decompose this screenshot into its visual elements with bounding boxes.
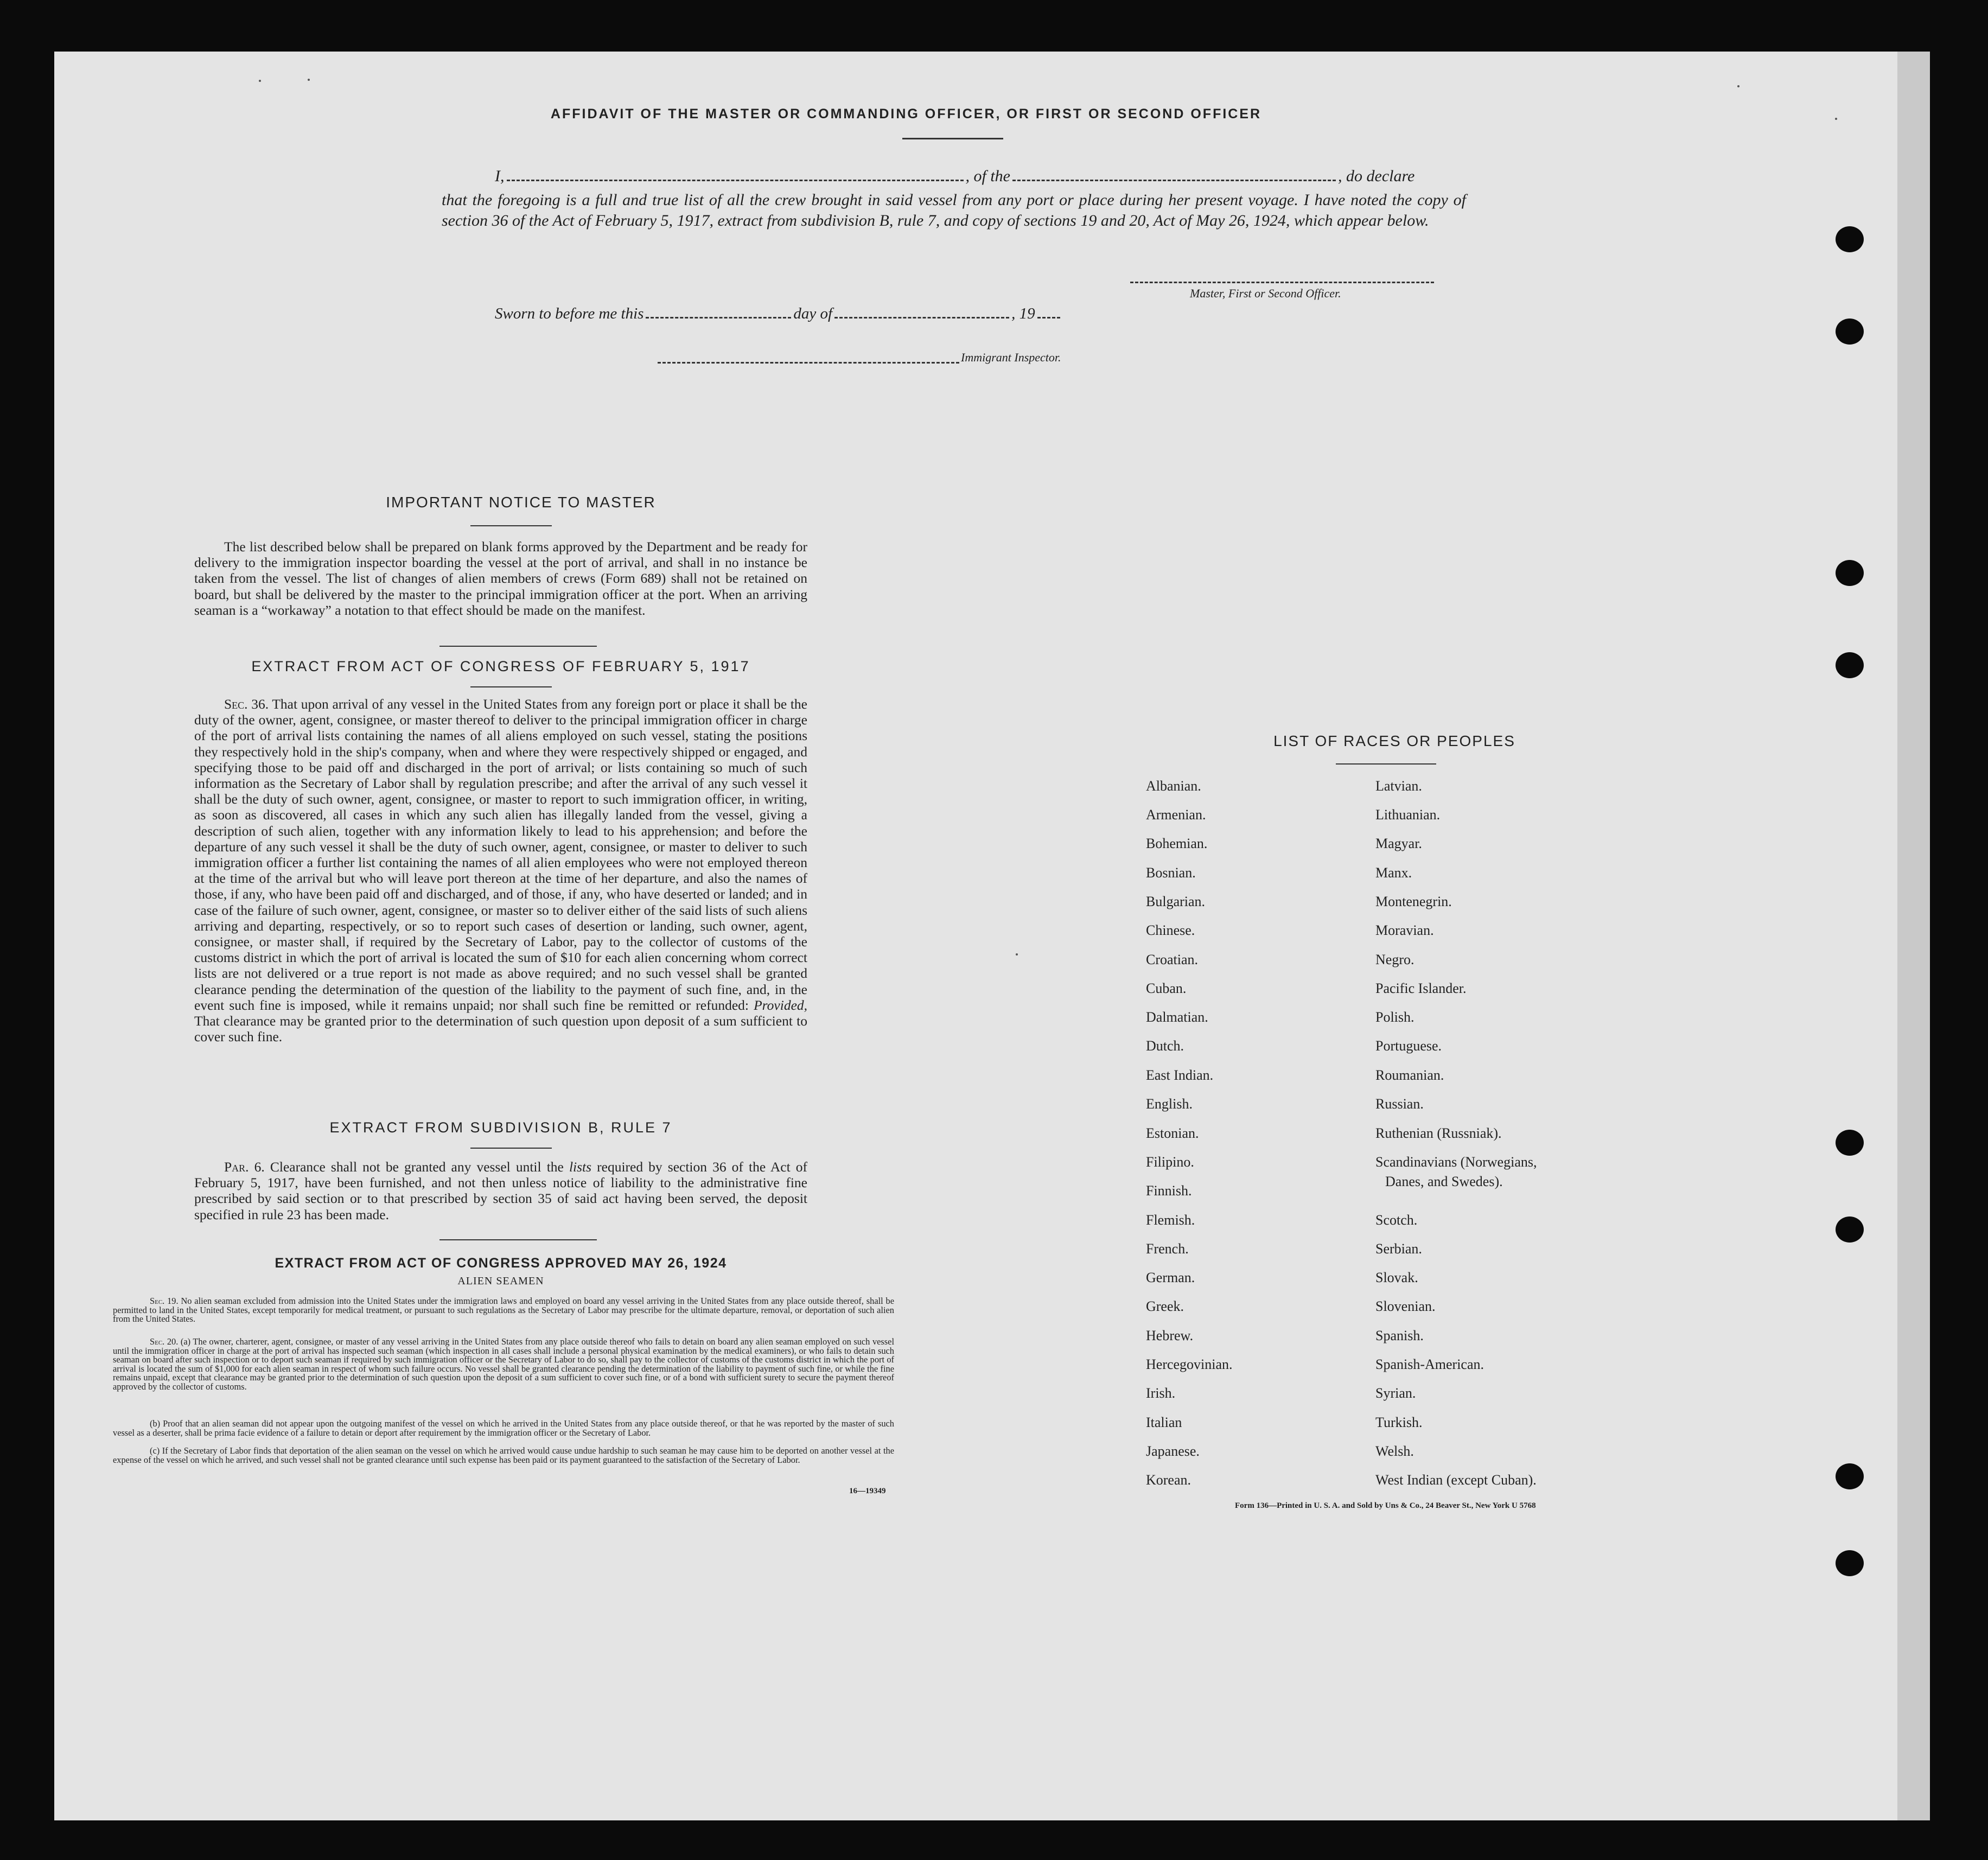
- race-item: Moravian.: [1375, 922, 1434, 938]
- race-item: Russian.: [1375, 1096, 1424, 1112]
- of-the-label: , of the: [965, 167, 1010, 185]
- race-item: Estonian.: [1146, 1125, 1199, 1141]
- race-item: West Indian (except Cuban).: [1375, 1472, 1537, 1488]
- punch-hole: [1836, 1550, 1864, 1576]
- notice-title: IMPORTANT NOTICE TO MASTER: [386, 494, 656, 511]
- race-item: Albanian.: [1146, 778, 1201, 794]
- race-item: Hebrew.: [1146, 1328, 1194, 1343]
- extract-1917-rule: [470, 686, 552, 687]
- race-item: Korean.: [1146, 1472, 1191, 1488]
- race-item: Montenegrin.: [1375, 894, 1452, 909]
- day-of-label: day of: [793, 305, 833, 322]
- race-item: Negro.: [1375, 952, 1414, 967]
- sec-20a-text: [113, 1337, 894, 1392]
- sec-20b-text: (b) Proof that an alien seaman did not appear upon the outgoing manifest of the vessel on which he arrived in the United States from any place outside thereof, or that he was reported by the master of such vessel as a deserter, shall be prima facie evidence of a failure to detain or deport after requirement by the immigration officer or the Secretary of Labor.: [113, 1418, 894, 1438]
- race-item: Magyar.: [1375, 836, 1422, 851]
- notice-rule: [470, 525, 552, 526]
- race-item: Turkish.: [1375, 1415, 1423, 1430]
- race-item: Hercegovinian.: [1146, 1356, 1233, 1372]
- race-item: Spanish.: [1375, 1328, 1424, 1343]
- race-item: Polish.: [1375, 1009, 1414, 1025]
- sworn-label: Sworn to before me this: [495, 305, 644, 322]
- rule7-title: EXTRACT FROM SUBDIVISION B, RULE 7: [329, 1119, 672, 1136]
- sec-19-label: Sec. 19.: [150, 1296, 179, 1306]
- page-edge-strip: [1897, 52, 1930, 1820]
- race-item: Roumanian.: [1375, 1067, 1444, 1083]
- race-item: Serbian.: [1375, 1241, 1422, 1257]
- race-item: Finnish.: [1146, 1183, 1192, 1199]
- race-item: Japanese.: [1146, 1443, 1200, 1459]
- proviso-text: That clearance may be granted prior to the determination of such question upon deposit of a sum sufficient to cover such fine.: [194, 1013, 807, 1045]
- rule7-body: [194, 1159, 807, 1222]
- race-item: Pacific Islander.: [1375, 980, 1467, 996]
- race-item: English.: [1146, 1096, 1193, 1112]
- race-item: Chinese.: [1146, 922, 1195, 938]
- race-item: Bohemian.: [1146, 836, 1208, 851]
- race-item: Slovenian.: [1375, 1298, 1436, 1314]
- section-divider: [439, 1239, 597, 1240]
- race-item: Danes, and Swedes).: [1385, 1174, 1503, 1189]
- race-item: Welsh.: [1375, 1443, 1414, 1459]
- notice-body: The list described below shall be prepared on blank forms approved by the Department and be ready for delivery to the immigration inspector boarding the vessel at the port of arrival, and shall in no instance be taken from the vessel. The list of changes of alien members of crews (Form 689) shall not be retained on board, but shall be delivered by the master to the principal immigration officer at the port. When an arriving seaman is a “workaway” a notation to that effect should be made on the manifest.: [194, 539, 807, 618]
- sec-19-text: [113, 1297, 894, 1324]
- inspector-caption: Immigrant Inspector.: [961, 351, 1061, 364]
- section-divider: [439, 646, 597, 647]
- name-blank[interactable]: [507, 180, 964, 181]
- punch-hole: [1836, 652, 1864, 678]
- race-item: Armenian.: [1146, 807, 1206, 823]
- race-item: Bosnian.: [1146, 865, 1196, 881]
- race-item: Lithuanian.: [1375, 807, 1441, 823]
- race-item: Croatian.: [1146, 952, 1199, 967]
- extract-1917-title: EXTRACT FROM ACT OF CONGRESS OF FEBRUARY 5, 1917: [251, 658, 750, 674]
- race-item: Filipino.: [1146, 1154, 1194, 1170]
- par-6-label: Par. 6.: [224, 1159, 265, 1175]
- race-item: Greek.: [1146, 1298, 1184, 1314]
- sworn-day-blank[interactable]: [646, 317, 791, 319]
- sec-20-label: Sec. 20.: [150, 1336, 179, 1347]
- extract-1924-title: EXTRACT FROM ACT OF CONGRESS APPROVED MAY 26, 1924: [275, 1256, 727, 1271]
- punch-hole: [1836, 319, 1864, 345]
- i-label: I,: [495, 167, 505, 185]
- race-item: German.: [1146, 1270, 1195, 1285]
- races-rule: [1336, 763, 1436, 765]
- inspector-signature-line[interactable]: [658, 362, 959, 364]
- race-item: East Indian.: [1146, 1067, 1214, 1083]
- master-signature-line[interactable]: [1130, 282, 1434, 283]
- speck: [1737, 85, 1740, 87]
- lists-word: lists: [569, 1159, 592, 1175]
- race-item: Bulgarian.: [1146, 894, 1206, 909]
- year-prefix: , 19: [1011, 305, 1035, 322]
- race-item: Manx.: [1375, 865, 1412, 881]
- print-code: 16—19349: [849, 1487, 886, 1495]
- form-footer: Form 136—Printed in U. S. A. and Sold by Uns & Co., 24 Beaver St., New York U 5768: [1235, 1501, 1536, 1510]
- par-6-text-a: Clearance shall not be granted any vessel until the: [270, 1159, 564, 1175]
- declaration-line: [495, 167, 1466, 186]
- do-declare-label: , do declare: [1338, 167, 1415, 185]
- sec-36-text: That upon arrival of any vessel in the United States from any foreign port or place it shall be the duty of the owner, agent, consignee, or master thereof to deliver to the principal immigration officer in charge of the port of arrival lists containing the names of all aliens employed on such vessel, stating the positions they respectively hold in the ship's company, when and where they were respectively shipped or engaged, and specifying those to be paid off and discharged in the port of arrival; or lists containing so much of such information as the Secretary of Labor shall by regulation prescribe; and after the arrival of any such vessel it shall be the duty of such owner, agent, consignee, or master to report to such immigration officer, in writing, as soon as discovered, all cases in which any such alien has illegally landed from the vessel, giving a description of such alien, together with any information likely to lead to his apprehension; and before the departure of any such vessel it shall be the duty of such owner, agent, consignee, or master to deliver to such immigration officer a further list containing the names of all alien employees who were not employed thereon at the time of the arrival but who will leave port thereon at the time of her departure, and also the names of those, if any, who have been paid off and discharged, and of those, if any, who have deserted or landed; and in case of the failure of such owner, agent, consignee, or master so to deliver either of the said lists of such aliens arriving and departing, respectively, or so to report such cases of desertion or landing, such owner, agent, consignee, or master shall, if required by the Secretary of Labor, pay to the collector of customs of the customs district in which the port of arrival is located the sum of $10 for each alien concerning whom correct lists are not delivered or a true report is not made as above required; and no such vessel shall be granted clearance pending the determination of the question of the liability to the payment of such fine, and, in the event such fine is imposed, while it remains unpaid; nor shall such fine be remitted or refunded:: [194, 696, 807, 1013]
- affidavit-title: AFFIDAVIT OF THE MASTER OR COMMANDING OFFICER, OR FIRST OR SECOND OFFICER: [550, 106, 1262, 122]
- race-item: Irish.: [1146, 1385, 1176, 1401]
- sworn-line: [495, 305, 1062, 323]
- master-caption: Master, First or Second Officer.: [1190, 286, 1341, 300]
- race-item: Scotch.: [1375, 1212, 1418, 1228]
- race-item: Syrian.: [1375, 1385, 1416, 1401]
- speck: [259, 80, 261, 82]
- punch-hole: [1836, 226, 1864, 252]
- proviso-label: Provided,: [754, 997, 808, 1013]
- sec-19-body: No alien seaman excluded from admission into the United States under the immigration laws and employed on board any vessel arriving in the United States from any place outside thereof, shall be permitted to land in the United States, except temporarily for medical treatment, or pursuant to such regulations as the Secretary of Labor may prescribe for the ultimate departure, removal, or deportation of such alien from the United States.: [113, 1296, 894, 1324]
- punch-hole: [1836, 1463, 1864, 1489]
- races-title: LIST OF RACES OR PEOPLES: [1273, 732, 1515, 749]
- extract-1917-body: [194, 696, 807, 1044]
- sec-36-label: Sec. 36.: [224, 696, 269, 712]
- race-item: Italian: [1146, 1415, 1182, 1430]
- sworn-year-blank[interactable]: [1037, 317, 1060, 319]
- rule7-rule: [470, 1148, 552, 1149]
- alien-seamen-subtitle: ALIEN SEAMEN: [457, 1275, 544, 1287]
- race-item: Slovak.: [1375, 1270, 1418, 1285]
- race-item: Dalmatian.: [1146, 1009, 1208, 1025]
- race-item: Portuguese.: [1375, 1038, 1442, 1054]
- punch-hole: [1836, 1216, 1864, 1243]
- title-rule: [902, 138, 1003, 139]
- vessel-blank[interactable]: [1012, 180, 1336, 181]
- punch-hole: [1836, 1130, 1864, 1156]
- race-item: Flemish.: [1146, 1212, 1195, 1228]
- speck: [308, 79, 310, 81]
- sec-20c-text: (c) If the Secretary of Labor finds that deportation of the alien seaman on the vessel on which he arrived would cause undue hardship to such seaman he may cause him to be deported on another vessel at the expense of the vessel on which he arrived, and such vessel shall not be granted clearance until such expense has been paid or its payment guaranteed to the satisfaction of the Secretary of Labor.: [113, 1445, 894, 1465]
- par-6-text-b: required by section 36 of the Act of February 5, 1917, have been furnished, and not then unless notice of liability to the administrative fine prescribed by said section or to that prescribed by section 35 of said act having been served, the deposit specified in rule 23 has been made.: [194, 1159, 808, 1222]
- race-item: French.: [1146, 1241, 1189, 1257]
- speck: [1016, 953, 1018, 956]
- race-item: Latvian.: [1375, 778, 1422, 794]
- race-item: Scandinavians (Norwegians,: [1375, 1154, 1537, 1170]
- race-item: Dutch.: [1146, 1038, 1184, 1054]
- speck: [1835, 118, 1837, 120]
- race-item: Cuban.: [1146, 980, 1187, 996]
- declaration-body: that the foregoing is a full and true list of all the crew brought in said vessel from any port or place during her present voyage. I have noted the copy of section 36 of the Act of February 5, 1917, extract from subdivision B, rule 7, and copy of sections 19 and 20, Act of May 26, 1924, which appear below.: [442, 191, 1466, 230]
- punch-hole: [1836, 560, 1864, 586]
- sworn-month-blank[interactable]: [834, 317, 1009, 319]
- sec-20a-body: (a) The owner, charterer, agent, consignee, or master of any vessel arriving in the United States from any place outside thereof who fails to detain on board any alien seaman employed on such vessel until the immigration officer in charge at the port of arrival has inspected such seaman (which inspection in all cases shall include a personal physical examination by the medical examiners), or who fails to detain such seaman on board after such inspection or to deport such seaman if required by such immigration officer or the Secretary of Labor to do so, shall pay to the collector of customs of the customs district in which the port of arrival is located the sum of $1,000 for each alien seaman in respect of whom such failure occurs. No vessel shall be granted clearance pending the determination of the liability to payment of such fine, or while the fine remains unpaid, except that clearance may be granted prior to the determination of such question upon the deposit of a sum sufficient to cover such fine, or of a bond with sufficient surety to secure the payment thereof approved by the collector of customs.: [113, 1336, 894, 1392]
- race-item: Spanish-American.: [1375, 1356, 1484, 1372]
- race-item: Ruthenian (Russniak).: [1375, 1125, 1502, 1141]
